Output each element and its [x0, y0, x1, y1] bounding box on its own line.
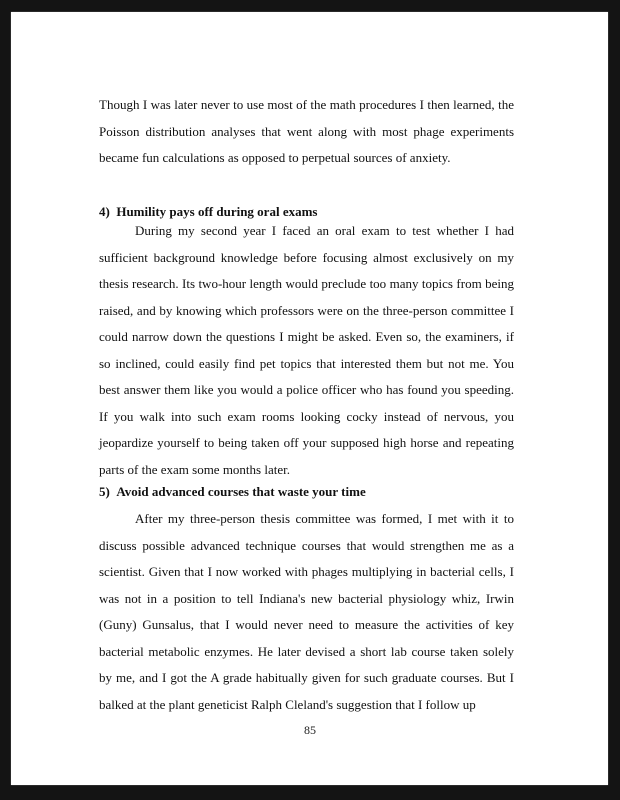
page-number: 85 [304, 723, 316, 737]
section-4-heading: 4) Humility pays off during oral exams [99, 204, 318, 219]
section-5-body-block [99, 506, 514, 718]
intro-block [99, 92, 514, 172]
section-5-heading: 5) Avoid advanced courses that waste your time [99, 484, 366, 499]
section-4-body-block [99, 218, 514, 483]
intro-paragraph: Though I was later never to use most of the math procedures I then learned, the Poisson distribution analyses that went along with most phage experiments became fun calculations as opposed to perpetual sources of anxiety. [99, 97, 514, 165]
section-5-paragraph: After my three-person thesis committee was formed, I met with it to discuss possible advanced technique courses that would strengthen me as a scientist. Given that I now worked with phages multiplying in bacterial cells, I was not in a position to tell Indiana's new bacterial physiology whiz, Irwin (Guny) Gunsalus, that I would never need to measure the activities of key bacterial metabolic enzymes. He later devised a short lab course taken solely by me, and I got the A grade habitually given for such graduate courses. But I balked at the plant geneticist Ralph Cleland's suggestion that I follow up [99, 511, 514, 712]
section-5 [99, 483, 514, 501]
section-4-paragraph: During my second year I faced an oral exam to test whether I had sufficient background knowledge before focusing almost exclusively on my thesis research. Its two-hour length would preclude too many topics from being raised, and by knowing which professors were on the three-person committee I could narrow down the questions I might be asked. Even so, the examiners, if so inclined, could easily find pet topics that interested them but not me. You best answer them like you would a police officer who has found you speeding. If you walk into such exam rooms looking cocky instead of nervous, you jeopardize yourself to being taken off your supposed high horse and repeating parts of the exam some months later. [99, 223, 514, 477]
